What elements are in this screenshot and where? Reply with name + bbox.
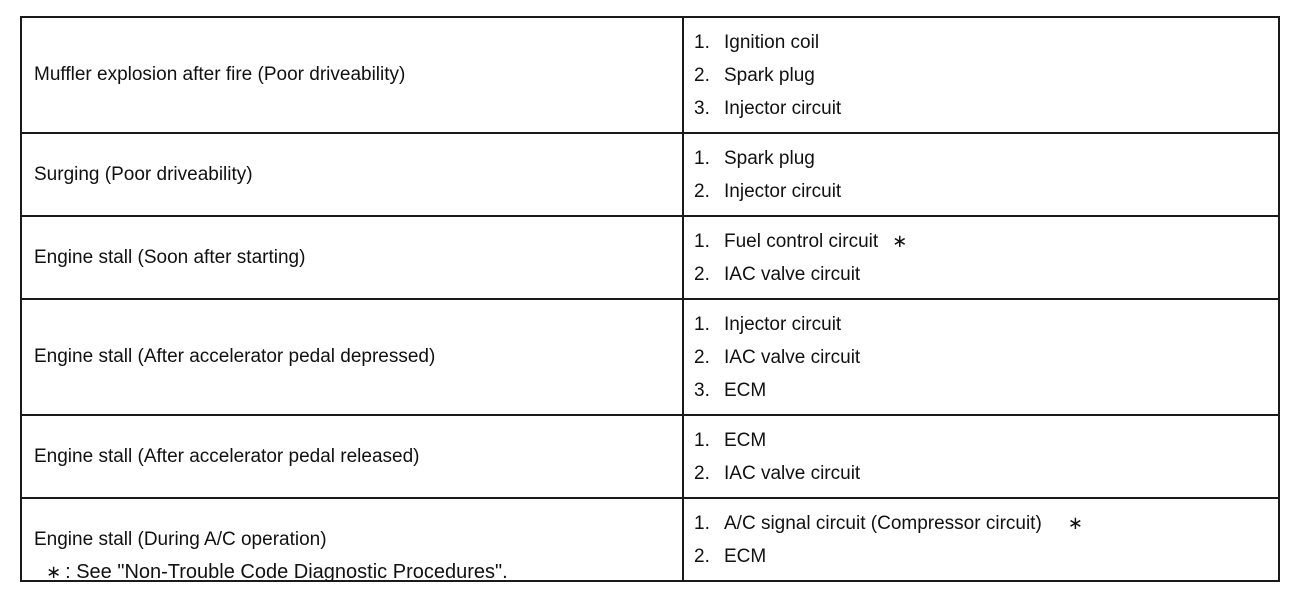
cause-list [684, 416, 1278, 497]
list-item [694, 258, 1278, 291]
symptom-cell: Engine stall (Soon after starting) [21, 216, 683, 299]
cause-number: 1. [694, 231, 710, 252]
symptom-cell: Muffler explosion after fire (Poor driveability) [21, 17, 683, 133]
list-item [694, 92, 1278, 125]
cause-text: Injector circuit [724, 98, 842, 119]
table-row [21, 216, 1279, 299]
list-item [694, 225, 1278, 258]
symptom-cell: Engine stall (After accelerator pedal depressed) [21, 299, 683, 415]
symptom-cell: Engine stall (After accelerator pedal released) [21, 415, 683, 498]
symptom-cause-table [20, 16, 1280, 582]
cause-text: Spark plug [724, 148, 815, 169]
cause-number: 1. [694, 314, 710, 335]
cause-number: 3. [694, 380, 710, 401]
list-item [694, 175, 1278, 208]
asterisk-icon: ∗ [46, 562, 62, 582]
cause-text: ECM [724, 546, 767, 567]
table-row [21, 17, 1279, 133]
causes-cell [683, 216, 1279, 299]
footnote [46, 558, 508, 586]
cause-number: 2. [694, 347, 710, 368]
cause-list [684, 134, 1278, 215]
cause-text: IAC valve circuit [724, 347, 861, 368]
footnote-text: : See "Non-Trouble Code Diagnostic Procedures". [65, 561, 508, 583]
list-item [694, 59, 1278, 92]
list-item [694, 540, 1278, 573]
table-row [21, 415, 1279, 498]
cause-list [684, 18, 1278, 132]
list-item [694, 26, 1278, 59]
cause-number: 1. [694, 148, 710, 169]
cause-text: A/C signal circuit (Compressor circuit) [724, 513, 1042, 534]
cause-number: 1. [694, 513, 710, 534]
list-item [694, 507, 1278, 540]
cause-text: Injector circuit [724, 181, 842, 202]
cause-text: Injector circuit [724, 314, 842, 335]
cause-number: 2. [694, 546, 710, 567]
cause-text: Spark plug [724, 65, 815, 86]
cause-number: 2. [694, 264, 710, 285]
cause-number: 2. [694, 463, 710, 484]
cause-text: ECM [724, 380, 767, 401]
cause-text: IAC valve circuit [724, 264, 861, 285]
cause-text: ECM [724, 430, 767, 451]
causes-cell [683, 133, 1279, 216]
causes-cell [683, 498, 1279, 581]
list-item [694, 142, 1278, 175]
symptom-cell: Surging (Poor driveability) [21, 133, 683, 216]
cause-text: IAC valve circuit [724, 463, 861, 484]
cause-number: 3. [694, 98, 710, 119]
causes-cell [683, 299, 1279, 415]
asterisk-icon: ∗ [1067, 513, 1083, 533]
causes-cell [683, 415, 1279, 498]
symptom-cell: Engine stall (During A/C operation) [21, 498, 683, 581]
list-item [694, 374, 1278, 407]
cause-list [684, 217, 1278, 298]
list-item [694, 341, 1278, 374]
cause-number: 2. [694, 181, 710, 202]
cause-list [684, 300, 1278, 414]
causes-cell [683, 17, 1279, 133]
cause-number: 2. [694, 65, 710, 86]
asterisk-icon: ∗ [892, 231, 908, 251]
table-row [21, 299, 1279, 415]
cause-number: 1. [694, 430, 710, 451]
cause-text: Ignition coil [724, 32, 820, 53]
cause-number: 1. [694, 32, 710, 53]
cause-list [684, 499, 1278, 580]
list-item [694, 308, 1278, 341]
list-item [694, 457, 1278, 490]
cause-text: Fuel control circuit [724, 231, 879, 252]
table-row [21, 133, 1279, 216]
list-item [694, 424, 1278, 457]
